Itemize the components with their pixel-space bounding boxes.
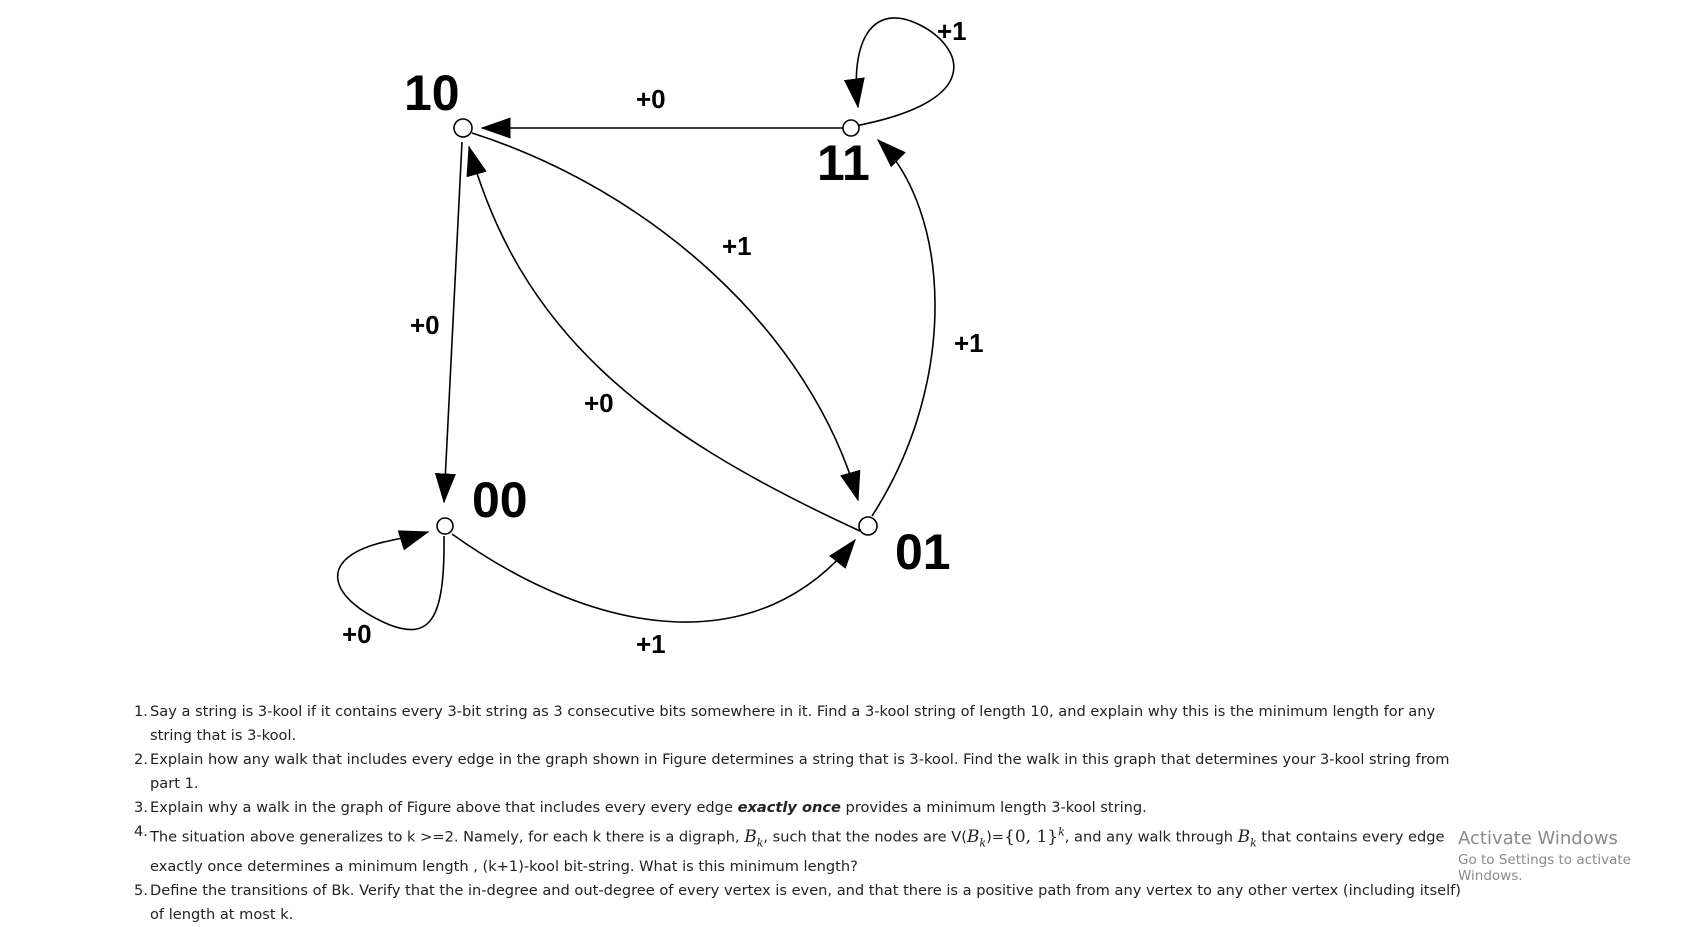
question-number: 4. <box>134 823 148 840</box>
edge-01-to-10 <box>469 147 860 531</box>
edge-label-11-11: +1 <box>937 16 967 46</box>
math-bk <box>966 826 987 850</box>
watermark-subtitle: Go to Settings to activate Windows. <box>1458 852 1631 884</box>
math-set <box>1004 827 1065 847</box>
question-1 <box>134 700 1464 748</box>
math-subscript: k <box>979 836 987 850</box>
vertex-11 <box>843 120 859 136</box>
edge-10-to-00 <box>444 142 462 502</box>
question-text: Explain how any walk that includes every edge in the graph shown in Figure determines a string that is 3-kool. Find the walk in this graph that determines your 3-kool string from part 1. <box>150 751 1450 792</box>
edge-10-to-01 <box>472 133 858 500</box>
math-subscript: k <box>1250 836 1257 850</box>
watermark-title: Activate Windows <box>1458 828 1618 849</box>
vertex-10 <box>454 119 472 137</box>
math-bk <box>744 826 764 850</box>
question-text <box>150 820 1464 879</box>
node-label-10: 10 <box>404 65 460 121</box>
question-text: Define the transitions of Bk. Verify that the in-degree and out-degree of every vertex is even, and that there is a positive path from any vertex to any other vertex (including itself) of length at most k. <box>150 882 1461 924</box>
edge-label-11-10: +0 <box>636 84 666 114</box>
edge-label-00-01: +1 <box>636 629 666 659</box>
math-set-text: {0, 1} <box>1004 826 1059 847</box>
question-5 <box>134 879 1464 927</box>
node-label-01: 01 <box>895 524 951 580</box>
question-2 <box>134 748 1464 796</box>
question-text: Say a string is 3-kool if it contains every 3-bit string as 3 consecutive bits somewhere in it. Find a 3-kool string of length 10, and explain why this is the minimum length for any string that is 3-kool. <box>150 703 1436 744</box>
question-text-part: provides a minimum length 3-kool string. <box>840 799 1147 816</box>
activate-windows-watermark <box>1458 828 1696 884</box>
question-3 <box>134 796 1464 820</box>
question-number: 2. <box>134 751 148 768</box>
question-number: 3. <box>134 799 148 816</box>
math-bk <box>1237 826 1257 850</box>
math-subscript: k <box>756 836 764 850</box>
math-symbol: B <box>966 826 980 847</box>
node-label-11: 11 <box>817 135 870 191</box>
math-superscript: k <box>1058 825 1065 838</box>
math-symbol: B <box>1237 826 1251 847</box>
question-text-part: The situation above generalizes to k >=2. Namely, for each k there is a digraph, <box>150 828 745 846</box>
node-label-00: 00 <box>472 472 528 528</box>
question-text <box>150 796 1464 820</box>
edge-00-to-01 <box>452 534 855 622</box>
edge-01-to-11 <box>872 140 935 516</box>
question-number: 1. <box>134 703 148 720</box>
edge-00-to-00 <box>338 532 444 630</box>
question-text-part: , such that the nodes are V( <box>763 828 967 846</box>
edge-label-01-10: +0 <box>584 388 614 418</box>
question-4 <box>134 820 1464 879</box>
vertex-00 <box>437 518 453 534</box>
question-list <box>134 700 1464 927</box>
question-text-part: )= <box>986 828 1004 846</box>
edge-label-10-00: +0 <box>410 310 440 340</box>
question-text-part: Explain why a walk in the graph of Figure above that includes every every edge <box>150 799 738 816</box>
edge-label-01-11: +1 <box>954 328 984 358</box>
emphasis-text: exactly once <box>737 799 841 816</box>
question-text-part: , and any walk through <box>1064 828 1238 846</box>
vertex-01 <box>859 517 877 535</box>
edge-label-10-01: +1 <box>722 231 752 261</box>
question-number: 5. <box>134 882 148 900</box>
edge-label-00-00: +0 <box>342 619 372 649</box>
math-symbol: B <box>744 826 757 847</box>
question-text-part: that contains every edge exactly once determines a minimum length , (k+1)-kool bit-string. What is this minimum length? <box>150 828 1445 876</box>
